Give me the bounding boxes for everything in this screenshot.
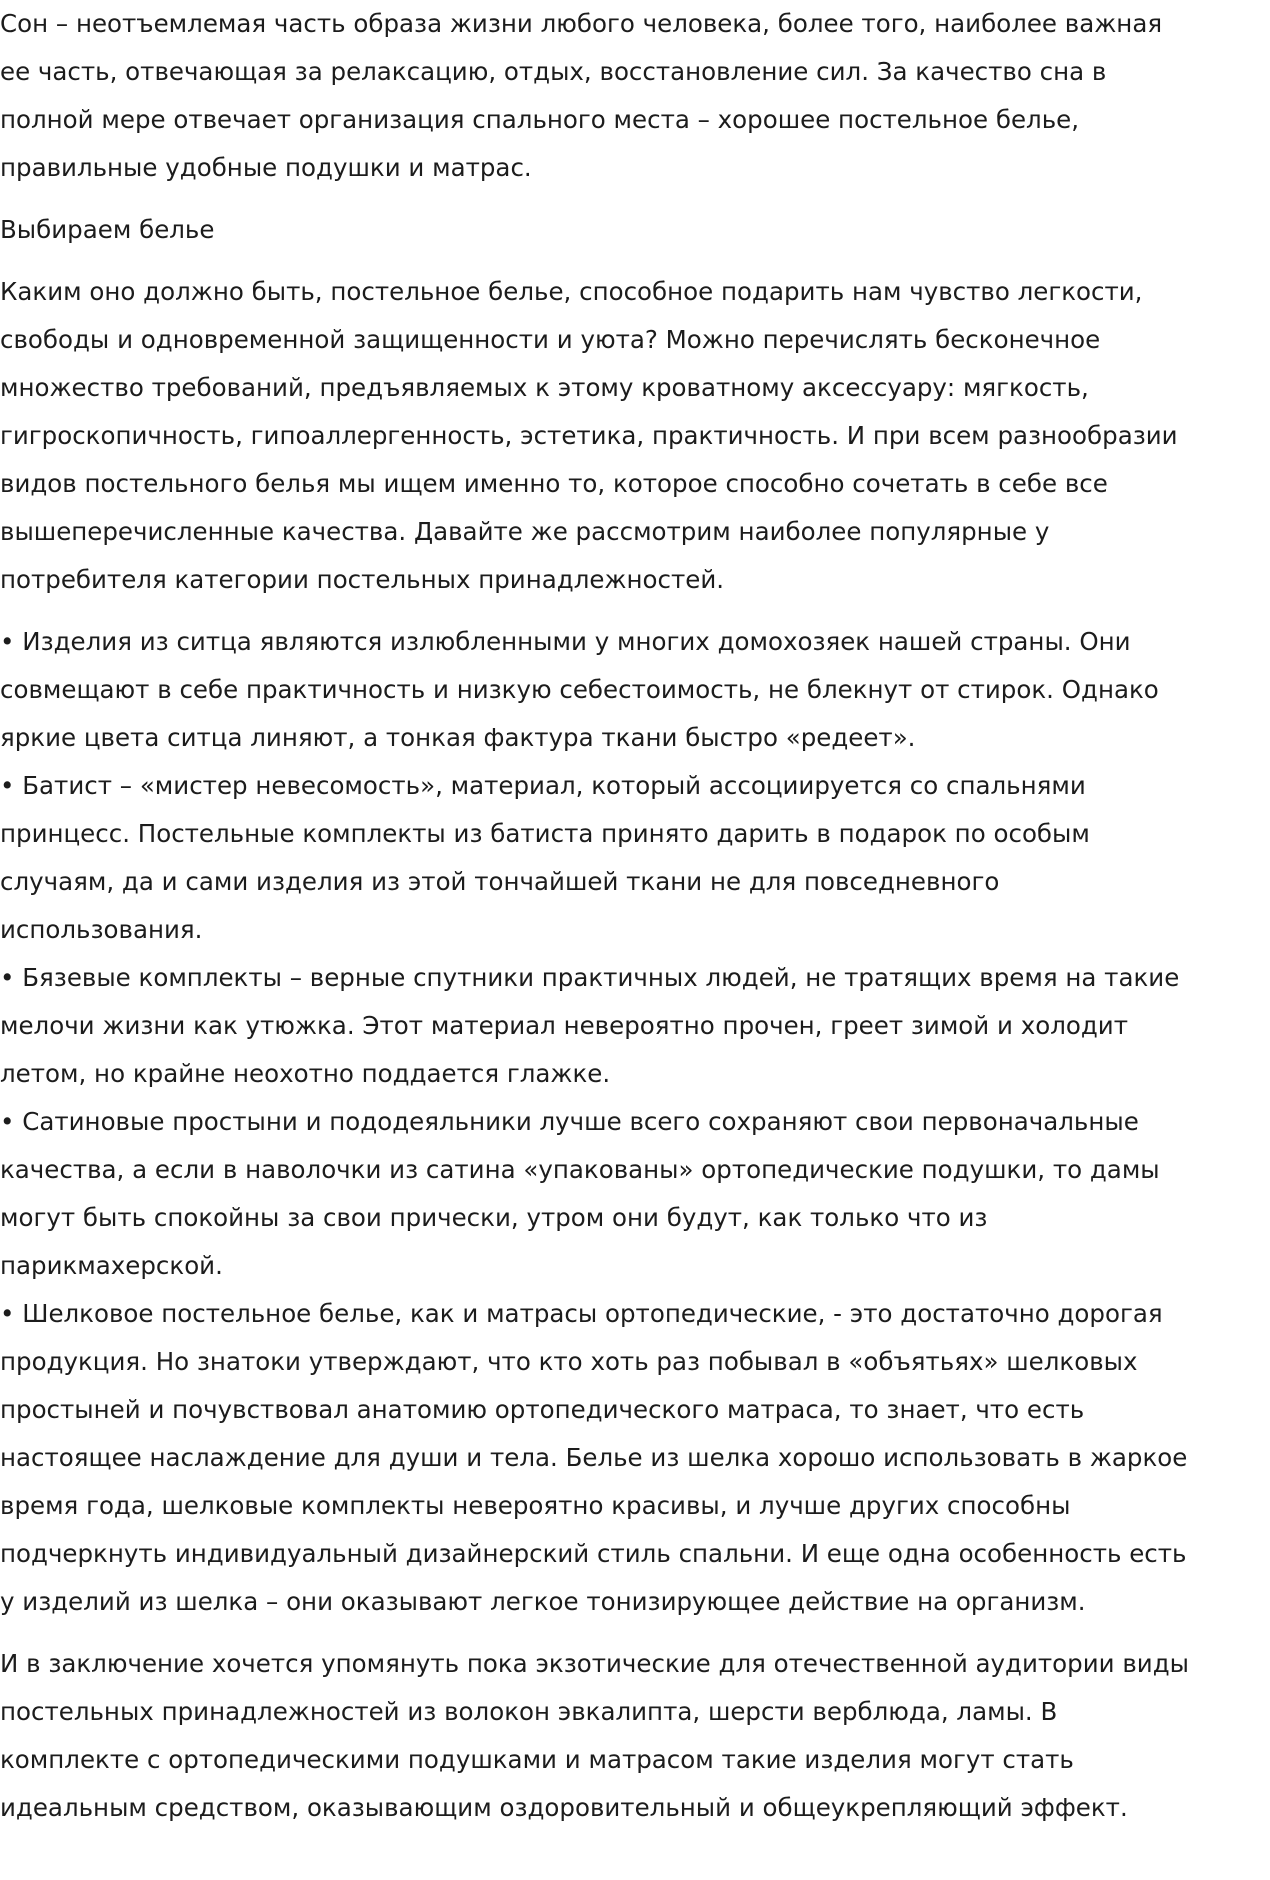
text-line: принцесс. Постельные комплекты из батиста принято дарить в подарок по особым [0,819,1090,848]
text-line: полной мере отвечает организация спального места – хорошее постельное белье, [0,105,1079,134]
text-line: идеальным средством, оказывающим оздоровительный и общеукрепляющий эффект. [0,1793,1128,1822]
text-line: использования. [0,915,203,944]
text-line: видов постельного белья мы ищем именно то, которое способно сочетать в себе все [0,469,1108,498]
text-line: множество требований, предъявляемых к этому кроватному аксессуару: мягкость, [0,373,1089,402]
text-line: вышеперечисленные качества. Давайте же рассмотрим наиболее популярные у [0,517,1050,546]
text-line: потребителя категории постельных принадлежностей. [0,565,725,594]
text-line: мелочи жизни как утюжка. Этот материал невероятно прочен, греет зимой и холодит [0,1011,1128,1040]
text-line: Выбираем белье [0,215,215,244]
text-line: Каким оно должно быть, постельное белье, способное подарить нам чувство легкости, [0,277,1143,306]
text-line: простыней и почувствовал анатомию ортопедического матраса, то знает, что есть [0,1395,1085,1424]
text-line: • Бязевые комплекты – верные спутники практичных людей, не тратящих время на такие [0,963,1180,992]
fabric-list [0,618,1270,1626]
text-line: случаям, да и сами изделия из этой тончайшей ткани не для повседневного [0,867,1000,896]
section-intro-paragraph [0,268,1270,604]
text-line: у изделий из шелка – они оказывают легкое тонизирующее действие на организм. [0,1587,1086,1616]
text-line: продукция. Но знатоки утверждают, что кто хоть раз побывал в «объятьях» шелковых [0,1347,1138,1376]
text-line: настоящее наслаждение для души и тела. Белье из шелка хорошо использовать в жаркое [0,1443,1188,1472]
text-line: комплекте с ортопедическими подушками и матрасом такие изделия могут стать [0,1745,1074,1774]
text-line: Сон – неотъемлемая часть образа жизни любого человека, более того, наиболее важная [0,9,1163,38]
text-line: • Изделия из ситца являются излюбленными у многих домохозяек нашей страны. Они [0,627,1131,656]
text-line: подчеркнуть индивидуальный дизайнерский стиль спальни. И еще одна особенность есть [0,1539,1187,1568]
text-line: ее часть, отвечающая за релаксацию, отдых, восстановление сил. За качество сна в [0,57,1107,86]
text-line: совмещают в себе практичность и низкую себестоимость, не блекнут от стирок. Однако [0,675,1159,704]
text-line: свободы и одновременной защищенности и уюта? Можно перечислять бесконечное [0,325,1101,354]
text-line: • Сатиновые простыни и пододеяльники лучше всего сохраняют свои первоначальные [0,1107,1139,1136]
text-line: парикмахерской. [0,1251,223,1280]
text-line: могут быть спокойны за свои прически, утром они будут, как только что из [0,1203,988,1232]
text-line: гигроскопичность, гипоаллергенность, эстетика, практичность. И при всем разнообразии [0,421,1178,450]
section-heading [0,206,1270,254]
conclusion-paragraph [0,1640,1270,1832]
text-line: время года, шелковые комплекты невероятно красивы, и лучше других способны [0,1491,1071,1520]
text-line: качества, а если в наволочки из сатина «упакованы» ортопедические подушки, то дамы [0,1155,1160,1184]
text-line: И в заключение хочется упомянуть пока экзотические для отечественной аудитории виды [0,1649,1189,1678]
text-line: яркие цвета ситца линяют, а тонкая фактура ткани быстро «редеет». [0,723,916,752]
text-line: летом, но крайне неохотно поддается глажке. [0,1059,611,1088]
text-line: правильные удобные подушки и матрас. [0,153,532,182]
text-line: • Батист – «мистер невесомость», материал, который ассоциируется со спальнями [0,771,1086,800]
text-line: • Шелковое постельное белье, как и матрасы ортопедические, - это достаточно дорогая [0,1299,1163,1328]
text-line: постельных принадлежностей из волокон эвкалипта, шерсти верблюда, ламы. В [0,1697,1058,1726]
intro-paragraph [0,0,1270,192]
